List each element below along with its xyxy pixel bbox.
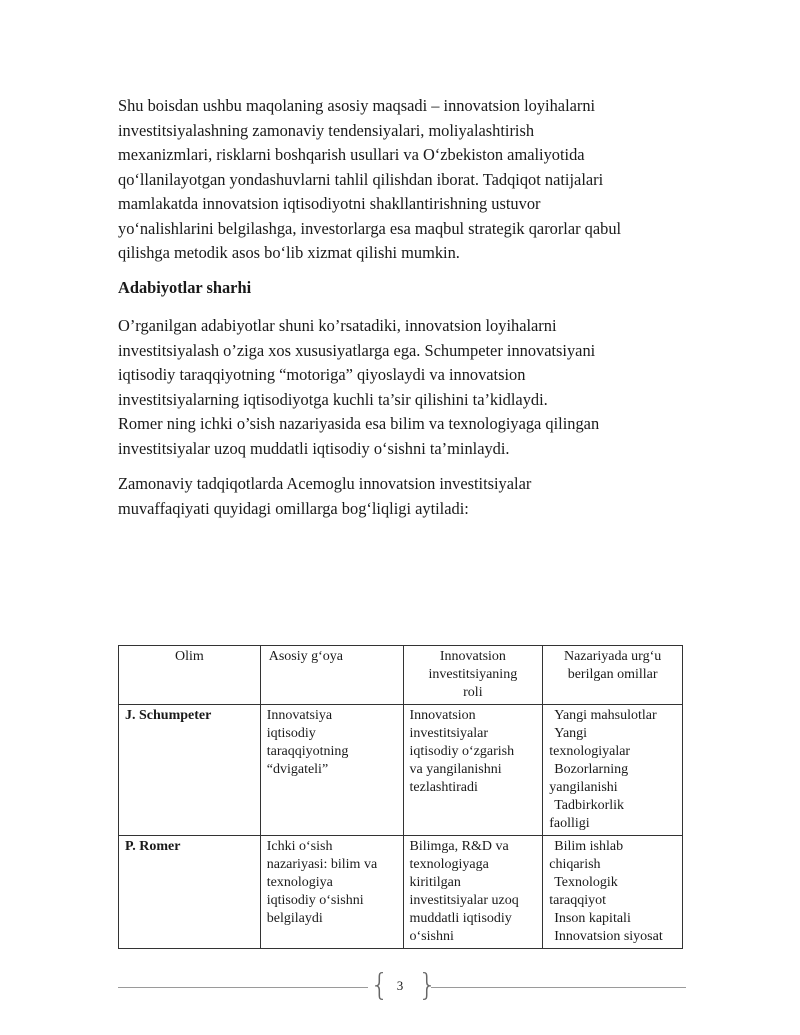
- cell-line: Tadbirkorlik: [554, 798, 625, 813]
- cell-line: iqtisodiy o‘sishni: [266, 893, 364, 908]
- text-line: investitsiyalar uzoq muddatli iqtisodiy o‘sishni ta’minlaydi.: [118, 438, 510, 458]
- table-row: [119, 705, 683, 836]
- cell-line: roli: [463, 685, 483, 700]
- page-number: 3: [396, 978, 404, 993]
- cell-line: Asosiy g‘oya: [268, 649, 344, 664]
- text-line: Zamonaviy tadqiqotlarda Acemoglu innovatsion investitsiyalar: [118, 474, 532, 493]
- cell-line: Innovatsion: [439, 649, 506, 664]
- cell-line: Innovatsiya: [266, 708, 333, 723]
- header-cell-role: [403, 646, 543, 705]
- factors-cell: [543, 836, 683, 949]
- text-line: investitsiyalarning iqtisodiyotga kuchli ta’sir qilishini ta’kidlaydi.: [118, 389, 548, 409]
- cell-line: o‘sishni: [409, 929, 454, 944]
- text-line: iqtisodiy taraqqiyotning “motoriga” qiyoslaydi va innovatsion: [118, 365, 526, 384]
- cell-line: Bozorlarning: [554, 762, 629, 777]
- cell-line: Yangi: [554, 726, 588, 741]
- idea-cell: [260, 705, 403, 836]
- theories-table: [118, 645, 683, 949]
- modern-paragraph: [118, 472, 686, 521]
- cell-line: chiqarish: [549, 857, 601, 872]
- cell-line: yangilanishi: [549, 780, 618, 795]
- cell-line: investitsiyalar uzoq: [409, 893, 519, 908]
- left-brace: {: [370, 968, 390, 1003]
- text-line: Romer ning ichki o’sish nazariyasida esa bilim va texnologiyaga qilingan: [118, 414, 600, 433]
- cell-line: Bilim ishlab: [554, 839, 624, 854]
- header-cell-factors: [543, 646, 683, 705]
- header-cell-idea: [260, 646, 403, 705]
- text-line: investitsiyalash o’ziga xos xususiyatlarga ega. Schumpeter innovatsiyani: [118, 340, 596, 360]
- cell-line: taraqqiyot: [549, 893, 606, 908]
- cell-line: J. Schumpeter: [125, 708, 212, 723]
- intro-paragraph: [118, 94, 686, 266]
- cell-line: kiritilgan: [409, 875, 461, 890]
- cell-line: berilgan omillar: [567, 667, 658, 682]
- cell-line: muddatli iqtisodiy: [409, 911, 512, 926]
- cell-line: iqtisodiy: [266, 726, 316, 741]
- text-line: mexanizmlari, risklarni boshqarish usullari va O‘zbekiston amaliyotida: [118, 145, 585, 164]
- text-line: yo‘nalishlarini belgilashga, investorlarga esa maqbul strategik qarorlar qabul: [118, 218, 622, 238]
- cell-line: Yangi mahsulotlar: [554, 708, 657, 723]
- cell-line: iqtisodiy o‘zgarish: [409, 744, 515, 759]
- cell-line: Innovatsion: [409, 708, 476, 723]
- cell-line: “dvigateli”: [266, 762, 329, 777]
- text-line: muvaffaqiyati quyidagi omillarga bog‘liqligi aytiladi:: [118, 498, 469, 518]
- cell-line: texnologiyaga: [409, 857, 489, 872]
- text-line: O’rganilgan adabiyotlar shuni ko’rsatadiki, innovatsion loyihalarni: [118, 316, 557, 335]
- cell-line: Inson kapitali: [554, 911, 631, 926]
- table-header-row: [119, 646, 683, 705]
- text-line: mamlakatda innovatsion iqtisodiyotni shakllantirishning ustuvor: [118, 194, 541, 213]
- footer-rule-left: [118, 987, 368, 988]
- footer-rule-right: [431, 987, 686, 988]
- text-line: Shu boisdan ushbu maqolaning asosiy maqsadi – innovatsion loyihalarni: [118, 96, 596, 115]
- table-row: [119, 836, 683, 949]
- idea-cell: [260, 836, 403, 949]
- role-cell: [403, 836, 543, 949]
- text-line: investitsiyalashning zamonaviy tendensiyalari, moliyalashtirish: [118, 120, 535, 140]
- cell-line: texnologiyalar: [549, 744, 631, 759]
- review-paragraph: [118, 314, 686, 461]
- header-cell-scholar: [119, 646, 261, 705]
- cell-line: investitsiyaning: [428, 667, 518, 682]
- role-cell: [403, 705, 543, 836]
- cell-line: Bilimga, R&D va: [409, 839, 509, 854]
- cell-line: faolligi: [549, 816, 590, 831]
- text-line: qilishga metodik asos bo‘lib xizmat qilishi mumkin.: [118, 243, 460, 262]
- cell-line: Olim: [174, 649, 204, 664]
- scholar-cell: [119, 836, 261, 949]
- cell-line: Innovatsion siyosat: [554, 929, 663, 944]
- cell-line: nazariyasi: bilim va: [266, 857, 378, 872]
- factors-cell: [543, 705, 683, 836]
- cell-line: va yangilanishni: [409, 762, 502, 777]
- cell-line: P. Romer: [125, 839, 181, 854]
- page-footer: [118, 968, 686, 1008]
- cell-line: tezlashtiradi: [409, 780, 478, 795]
- cell-line: belgilaydi: [266, 911, 323, 926]
- scholar-cell: [119, 705, 261, 836]
- cell-line: Nazariyada urg‘u: [563, 649, 662, 664]
- text-line: qo‘llanilayotgan yondashuvlarni tahlil qilishdan iborat. Tadqiqot natijalari: [118, 169, 604, 189]
- right-brace: }: [418, 968, 438, 1003]
- cell-line: Ichki o‘sish: [266, 839, 333, 854]
- cell-line: investitsiyalar: [409, 726, 489, 741]
- cell-line: texnologiya: [266, 875, 333, 890]
- section-heading: Adabiyotlar sharhi: [118, 278, 252, 297]
- cell-line: taraqqiyotning: [266, 744, 349, 759]
- cell-line: Texnologik: [554, 875, 618, 890]
